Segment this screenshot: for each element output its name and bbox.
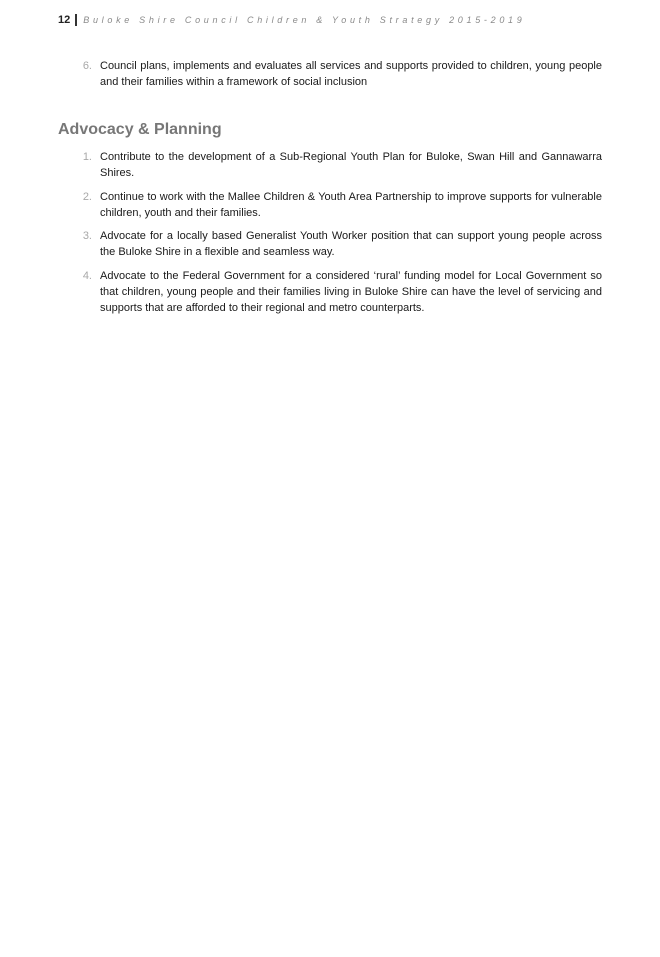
list-item-text: Advocate to the Federal Government for a considered ‘rural’ funding model for Local Government so that children, young people and their families living in Buloke Shire can have the level of servicing and supports that are afforded to their regional and metro counterparts. [100, 270, 602, 314]
list-item-text: Continue to work with the Mallee Children & Youth Area Partnership to improve supports for vulnerable children, youth and their families. [100, 191, 602, 219]
list-item-number: 6. [82, 60, 92, 72]
list-item [58, 58, 602, 90]
list-item-number: 2. [82, 191, 92, 203]
page-header [58, 14, 525, 26]
running-title: Buloke Shire Council Children & Youth Strategy 2015-2019 [83, 15, 526, 25]
list-item-text: Advocate for a locally based Generalist Youth Worker position that can support young people across the Buloke Shire in a flexible and seamless way. [100, 230, 602, 258]
list-item-text: Contribute to the development of a Sub-Regional Youth Plan for Buloke, Swan Hill and Gannawarra Shires. [100, 151, 602, 179]
list-item-number: 4. [82, 270, 92, 282]
section-heading: Advocacy & Planning [58, 121, 222, 138]
list-item [58, 268, 602, 316]
list-item-number: 1. [82, 151, 92, 163]
list-item [58, 228, 602, 260]
list-item [58, 189, 602, 221]
list-item [58, 149, 602, 181]
list-item-number: 3. [82, 230, 92, 242]
header-divider [75, 14, 77, 26]
list-item-text: Council plans, implements and evaluates all services and supports provided to children, young people and their families within a framework of social inclusion [100, 60, 602, 88]
page-number: 12 [58, 14, 71, 26]
